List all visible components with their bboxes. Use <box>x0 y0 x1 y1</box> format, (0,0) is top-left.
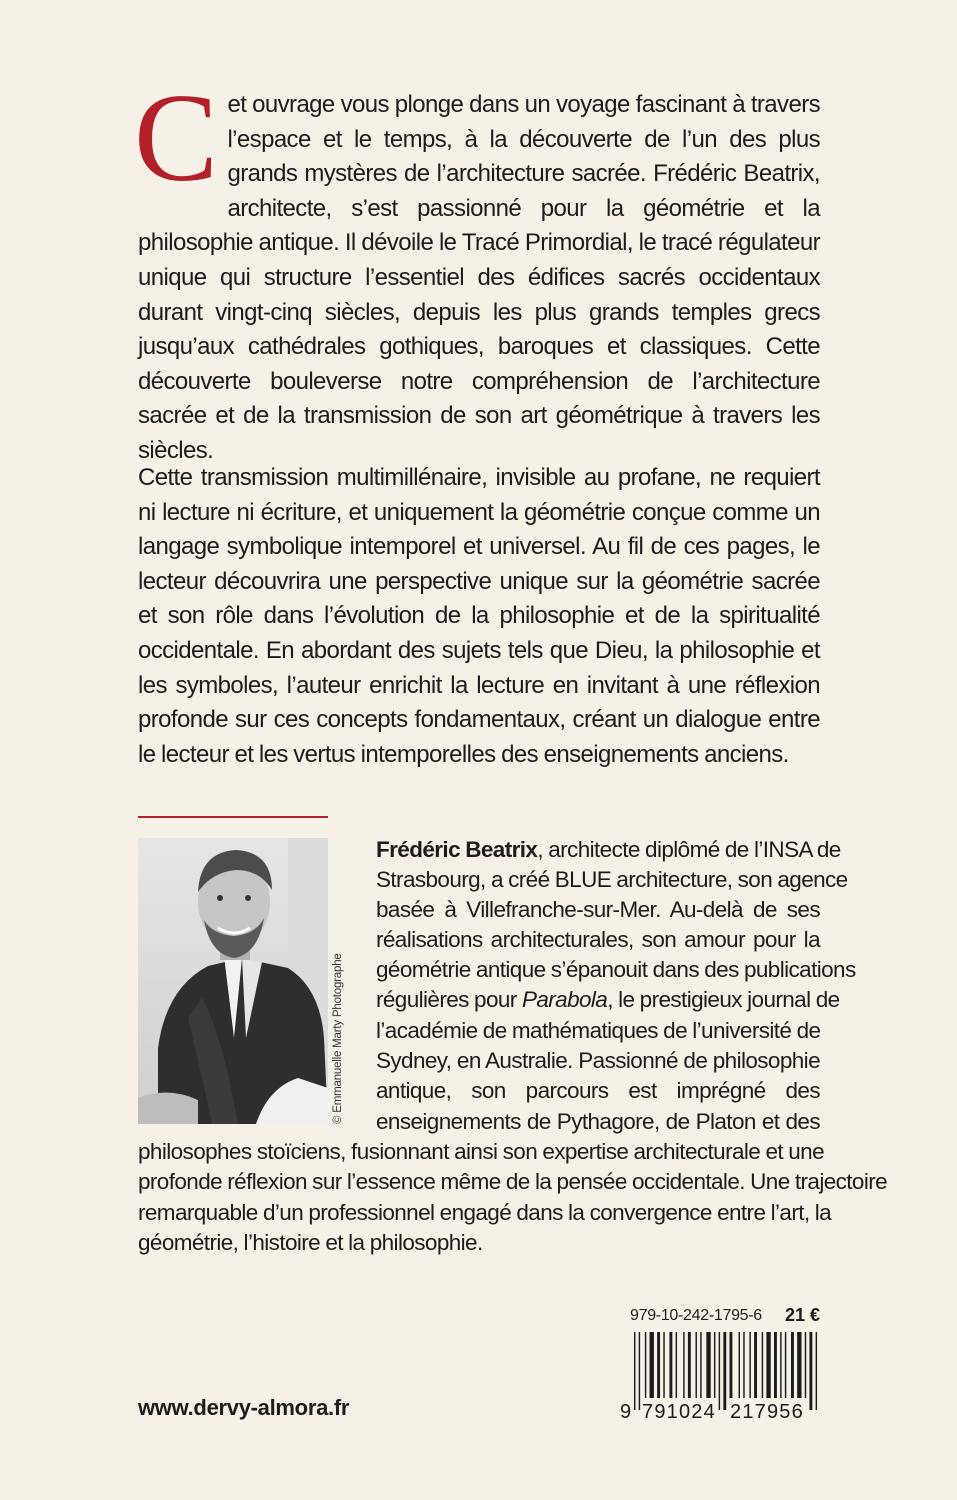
barcode-bar <box>650 1332 654 1398</box>
barcode-bar <box>739 1332 740 1398</box>
barcode-left-digits: 791024 <box>642 1401 716 1422</box>
bio-line: Strasbourg, a créé BLUE architecture, son agence <box>376 867 848 892</box>
price: 21 € <box>785 1305 821 1325</box>
barcode-bar <box>634 1332 635 1410</box>
barcode-bar <box>785 1332 786 1398</box>
barcode-lead-digit: 9 <box>620 1401 632 1422</box>
barcode-bar <box>805 1332 806 1398</box>
barcode-bar <box>696 1332 697 1398</box>
journal-title: Parabola <box>521 987 608 1012</box>
red-divider <box>138 816 328 818</box>
drop-cap: C <box>134 69 218 208</box>
author-photo <box>138 838 328 1124</box>
bio-line: Sydney, en Australie. Passionné de philosophie <box>376 1048 820 1073</box>
barcode-bar <box>639 1332 640 1410</box>
barcode-bar <box>816 1332 817 1410</box>
barcode-bar <box>766 1332 770 1398</box>
barcode-bar <box>730 1332 733 1398</box>
barcode-bar <box>723 1332 726 1410</box>
barcode-right-digits: 217956 <box>730 1401 804 1422</box>
barcode-bar <box>797 1332 801 1398</box>
barcode-bar <box>669 1332 672 1398</box>
barcode-bar <box>663 1332 664 1398</box>
barcode-bar <box>683 1332 684 1398</box>
bio-line: géométrie, l’histoire et la philosophie. <box>138 1230 483 1255</box>
author-name: Frédéric Beatrix <box>376 837 538 862</box>
bio-line: antique, son parcours est imprégné des <box>376 1078 820 1103</box>
barcode-bar <box>719 1332 720 1410</box>
barcode-bar <box>688 1332 691 1398</box>
barcode-bar <box>749 1332 750 1398</box>
barcode-bar <box>762 1332 763 1398</box>
barcode-bar <box>714 1332 715 1398</box>
photo-credit: © Emmanuelle Marty Photographe <box>332 953 344 1124</box>
barcode-bar <box>791 1332 794 1398</box>
bio-line: profonde réflexion sur l’essence même de la pensée occidentale. Une trajectoire <box>138 1169 888 1194</box>
bio-line: réalisations architecturales, son amour pour la <box>376 927 820 952</box>
summary-paragraph-2: Cette transmission multimillénaire, invisible au profane, ne requiert ni lecture ni écriture, et uniquement la géométrie conçue comme un langage symbolique intemporel et universel. Au fil de ces pages, le lecteur découvrira une perspective unique sur la géométrie sacrée et son rôle dans l’évolution de la philosophie et de la spiritualité occidentale. En abordant des sujets tels que Dieu, la philosophie et les symboles, l’auteur enrichit la lecture en invitant à une réflexion profonde sur ces concepts fondamentaux, créant un dialogue entre le lecteur et les vertus intemporelles des enseignements anciens. <box>138 464 820 768</box>
barcode-bar <box>809 1332 812 1410</box>
barcode-bar <box>657 1332 660 1398</box>
barcode-bar <box>743 1332 744 1398</box>
bio-line: philosophes stoïciens, fusionnant ainsi son expertise architecturale et une <box>138 1139 824 1164</box>
summary-paragraph-1 <box>134 69 820 469</box>
bio-line: l’académie de mathématiques de l’université de <box>376 1018 821 1043</box>
bio-line: remarquable d’un professionnel engagé dans la convergence entre l’art, la <box>138 1200 832 1225</box>
barcode-bar <box>774 1332 777 1398</box>
publisher-website: www.dervy-almora.fr <box>138 1395 350 1420</box>
bio-line: basée à Villefranche-sur-Mer. Au-delà de ses <box>376 897 820 922</box>
summary-paragraph-1-text: et ouvrage vous plonge dans un voyage fascinant à travers l’espace et le temps, à la découverte de l’un des plus grands mystères de l’architecture sacrée. Frédéric Beatrix, architecte, s’est passionné pour la géométrie et la philosophie antique. Il dévoile le Tracé Primordial, le tracé régulateur unique qui structure l’essentiel des édifices sacrés occidentaux durant vingt-cinq siècles, depuis les plus grands temples grecs jusqu’aux cathédrales gothiques, baroques et classiques. Cette découverte bouleverse notre compréhension de l’architecture sacrée et de la transmission de son art géométrique à travers les siècles. <box>138 91 820 464</box>
isbn: 979-10-242-1795-6 <box>630 1307 762 1324</box>
barcode-bar <box>676 1332 677 1398</box>
bio-line: enseignements de Pythagore, de Platon et des <box>376 1109 820 1134</box>
barcode-bar <box>645 1332 646 1398</box>
bio-line: géométrie antique s’épanouit dans des publications <box>376 957 856 982</box>
barcode-bar <box>754 1332 757 1398</box>
barcode-bar <box>780 1332 781 1398</box>
bio-line: régulières pour Parabola, le prestigieux journal de <box>376 987 840 1012</box>
barcode <box>612 1332 822 1422</box>
barcode-bar <box>700 1332 701 1398</box>
barcode-bar <box>706 1332 710 1398</box>
bio-line: Frédéric Beatrix, architecte diplômé de l’INSA de <box>376 837 841 862</box>
